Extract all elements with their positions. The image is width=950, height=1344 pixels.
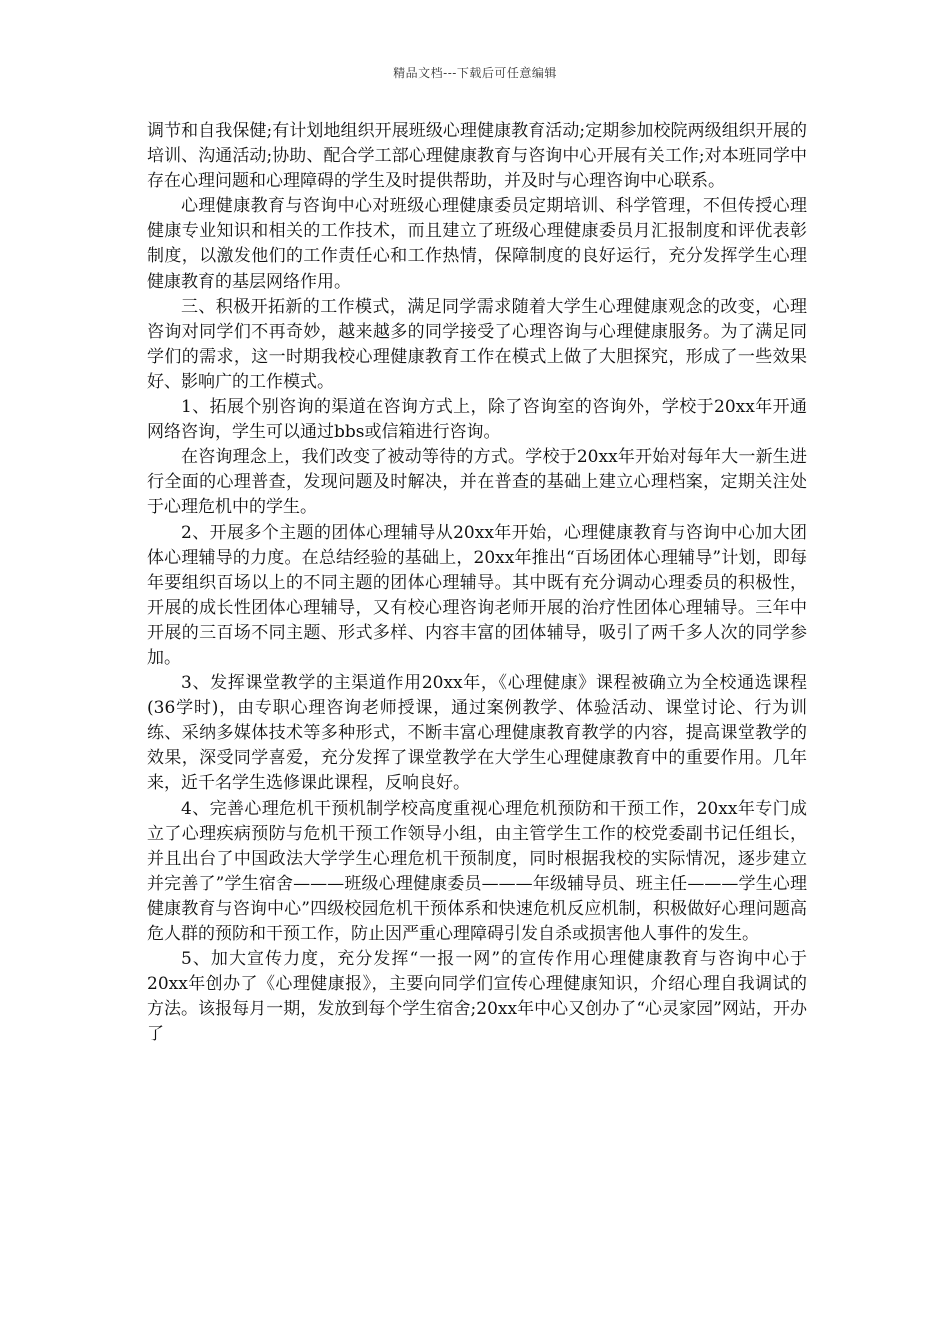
paragraph-2: 心理健康教育与咨询中心对班级心理健康委员定期培训、科学管理，不但传授心理健康专业知识和相关的工作技术，而且建立了班级心理健康委员月汇报制度和评优表彰制度，以激发他们的工作责任心和工作热情，保障制度的良好运行，充分发挥学生心理健康教育的基层网络作用。 — [147, 196, 807, 292]
paragraph-6: 2、开展多个主题的团体心理辅导从20xx年开始，心理健康教育与咨询中心加大团体心理辅导的力度。在总结经验的基础上，20xx年推出“百场团体心理辅导”计划，即每年要组织百场以上的不同主题的团体心理辅导。其中既有充分调动心理委员的积极性，开展的成长性团体心理辅导，又有校心理咨询老师开展的治疗性团体心理辅导。三年中开展的三百场不同主题、形式多样、内容丰富的团体辅导，吸引了两千多人次的同学参加。 — [147, 522, 807, 668]
paragraph-5: 在咨询理念上，我们改变了被动等待的方式。学校于20xx年开始对每年大一新生进行全面的心理普查，发现问题及时解决，并在普查的基础上建立心理档案，定期关注处于心理危机中的学生。 — [147, 447, 807, 518]
paragraph-4: 1、拓展个别咨询的渠道在咨询方式上，除了咨询室的咨询外，学校于20xx年开通网络咨询，学生可以通过bbs或信箱进行咨询。 — [147, 397, 807, 443]
paragraph-3: 三、积极开拓新的工作模式，满足同学需求随着大学生心理健康观念的改变，心理咨询对同学们不再奇妙，越来越多的同学接受了心理咨询与心理健康服务。为了满足同学们的需求，这一时期我校心理健康教育工作在模式上做了大胆探究，形成了一些效果好、影响广的工作模式。 — [147, 296, 807, 392]
document-body — [147, 119, 807, 1047]
paragraph-7: 3、发挥课堂教学的主渠道作用20xx年，《心理健康》课程被确立为全校通选课程(36学时)，由专职心理咨询老师授课，通过案例教学、体验活动、课堂讨论、行为训练、采纳多媒体技术等多种形式，不断丰富心理健康教育教学的内容，提高课堂教学的效果，深受同学喜爱，充分发挥了课堂教学在大学生心理健康教育中的重要作用。几年来，近千名学生选修课此课程，反响良好。 — [147, 673, 807, 794]
page-header: 精品文档---下载后可任意编辑 — [393, 66, 557, 80]
paragraph-1: 调节和自我保健;有计划地组织开展班级心理健康教育活动;定期参加校院两级组织开展的培训、沟通活动;协助、配合学工部心理健康教育与咨询中心开展有关工作;对本班同学中存在心理问题和心理障碍的学生及时提供帮助，并及时与心理咨询中心联系。 — [147, 121, 807, 192]
paragraph-9: 5、加大宣传力度，充分发挥“一报一网”的宣传作用心理健康教育与咨询中心于20xx年创办了《心理健康报》，主要向同学们宣传心理健康知识，介绍心理自我调试的方法。该报每月一期，发放到每个学生宿舍;20xx年中心又创办了“心灵家园”网站，开办了 — [147, 949, 807, 1045]
paragraph-8: 4、完善心理危机干预机制学校高度重视心理危机预防和干预工作，20xx年专门成立了心理疾病预防与危机干预工作领导小组，由主管学生工作的校党委副书记任组长，并且出台了中国政法大学学生心理危机干预制度，同时根据我校的实际情况，逐步建立并完善了”学生宿舍———班级心理健康委员———年级辅导员、班主任———学生心理健康教育与咨询中心”四级校园危机干预体系和快速危机反应机制，积极做好心理问题高危人群的预防和干预工作，防止因严重心理障碍引发自杀或损害他人事件的发生。 — [147, 798, 807, 944]
